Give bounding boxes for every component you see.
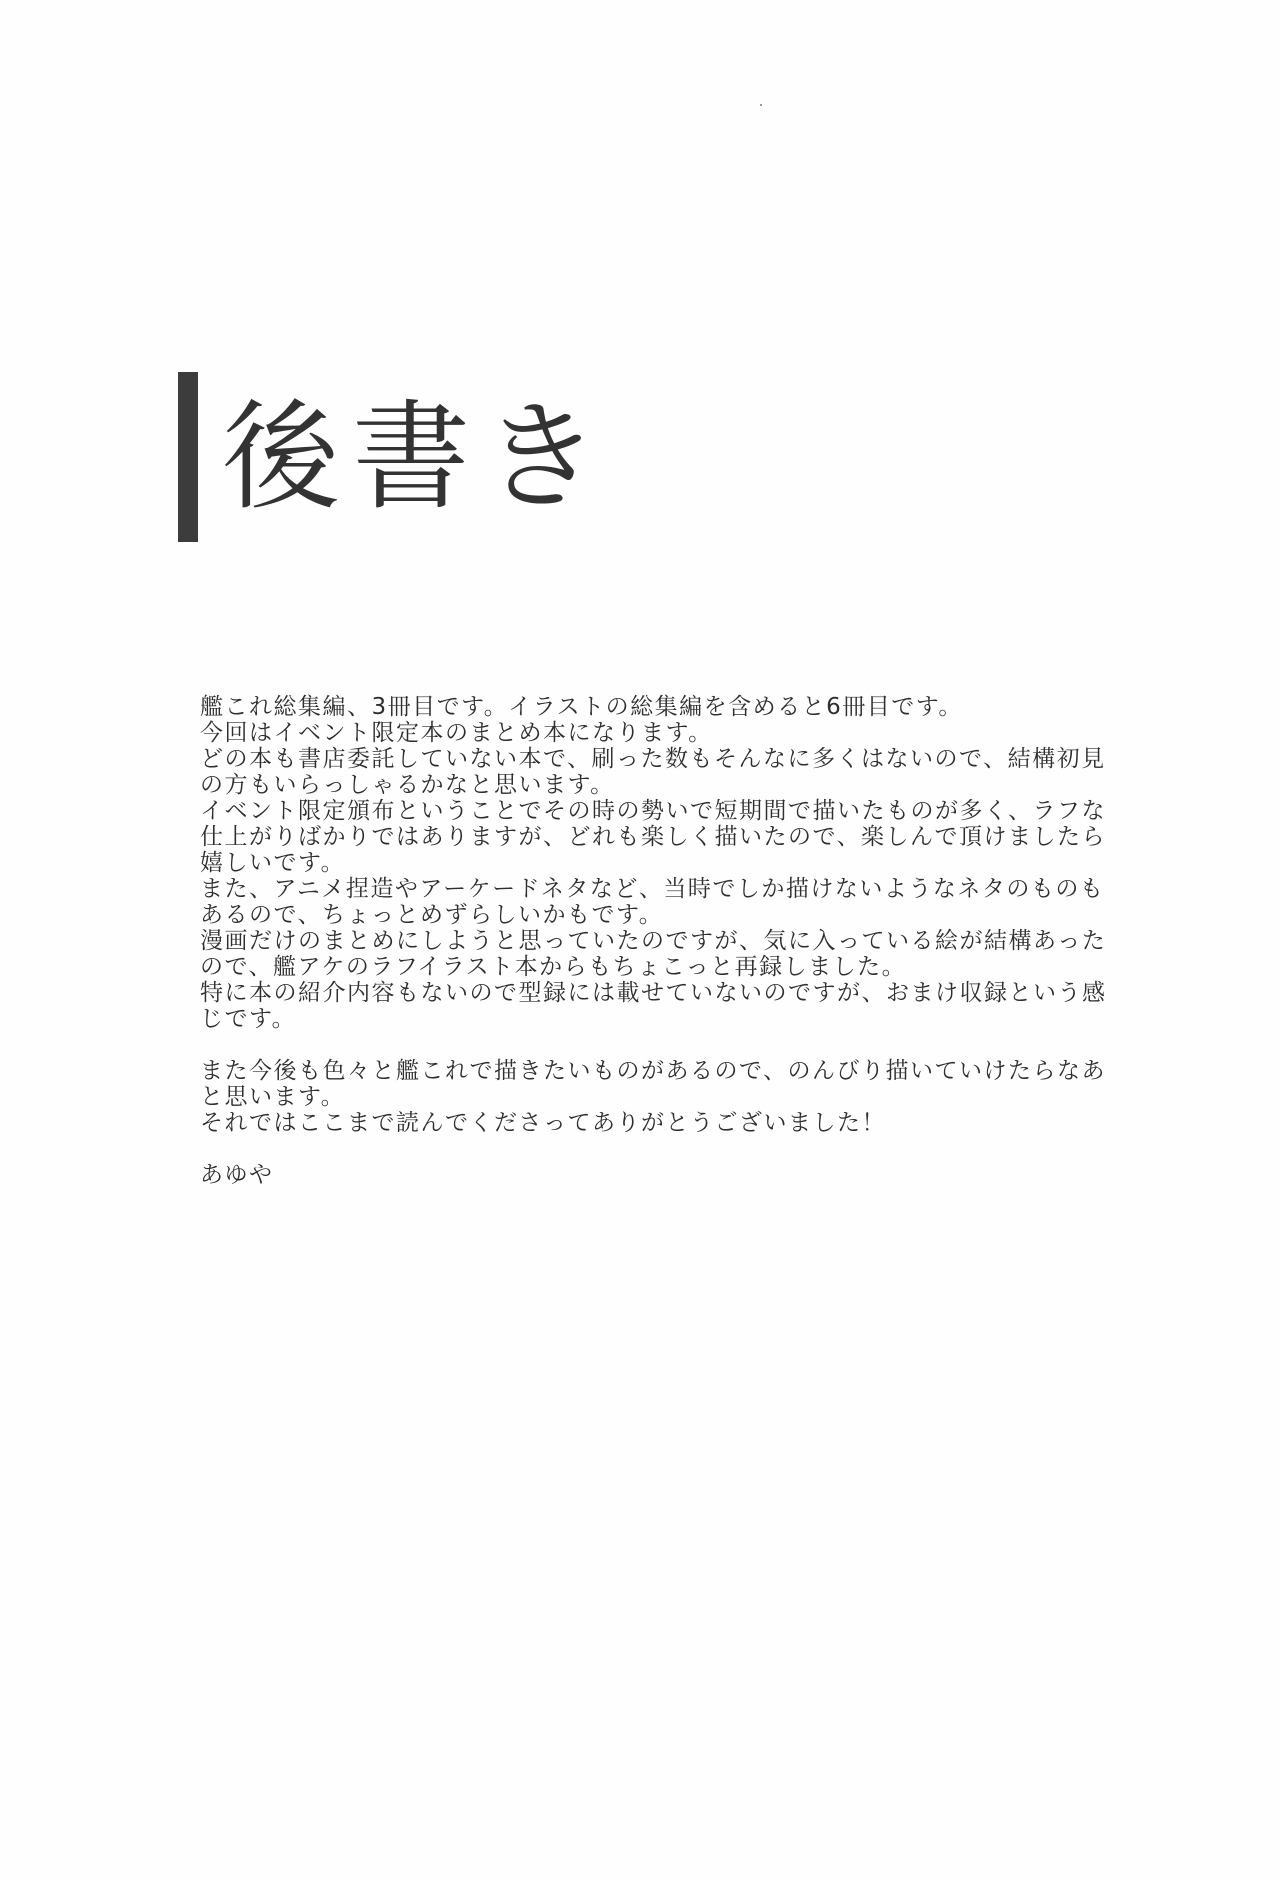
body-line: と思います。	[200, 1084, 346, 1110]
body-line: また、アニメ捏造やアーケードネタなど、当時でしか描けないようなネタのものも	[200, 876, 1105, 902]
title-block	[178, 372, 612, 542]
body-line: の方もいらっしゃるかなと思います。	[200, 772, 615, 798]
title-accent-bar	[178, 372, 198, 542]
body-line: 嬉しいです。	[200, 850, 346, 876]
blank-line	[200, 1032, 1080, 1058]
body-line: ので、艦アケのラフイラスト本からもちょこっと再録しました。	[200, 954, 907, 980]
body-line: じです。	[200, 1006, 297, 1032]
author-signature: あゆや	[200, 1162, 274, 1188]
body-line: 仕上がりばかりではありますが、どれも楽しく描いたので、楽しんで頂けましたら	[200, 824, 1107, 850]
scan-speck	[760, 104, 762, 106]
body-line: 特に本の紹介内容もないので型録には載せていないのですが、おまけ収録という感	[200, 980, 1107, 1006]
body-line: 今回はイベント限定本のまとめ本になります。	[200, 720, 713, 746]
body-line: イベント限定頒布ということでその時の勢いで短期間で描いたものが多く、ラフな	[200, 798, 1107, 824]
afterword-body	[200, 694, 1107, 1188]
body-line: あるので、ちょっとめずらしいかもです。	[200, 902, 664, 928]
page-title: 後書き	[222, 388, 613, 526]
blank-line	[200, 1136, 1080, 1162]
body-line: また今後も色々と艦これで描きたいものがあるので、のんびり描いていけたらなあ	[200, 1058, 1107, 1084]
body-line: それではここまで読んでくださってありがとうございました！	[200, 1110, 886, 1136]
body-line: どの本も書店委託していない本で、刷った数もそんなに多くはないので、結構初見	[200, 746, 1106, 772]
body-line: 漫画だけのまとめにしようと思っていたのですが、気に入っている絵が結構あった	[200, 928, 1107, 954]
body-line: 艦これ総集編、3冊目です。イラストの総集編を含めると6冊目です。	[200, 694, 963, 720]
